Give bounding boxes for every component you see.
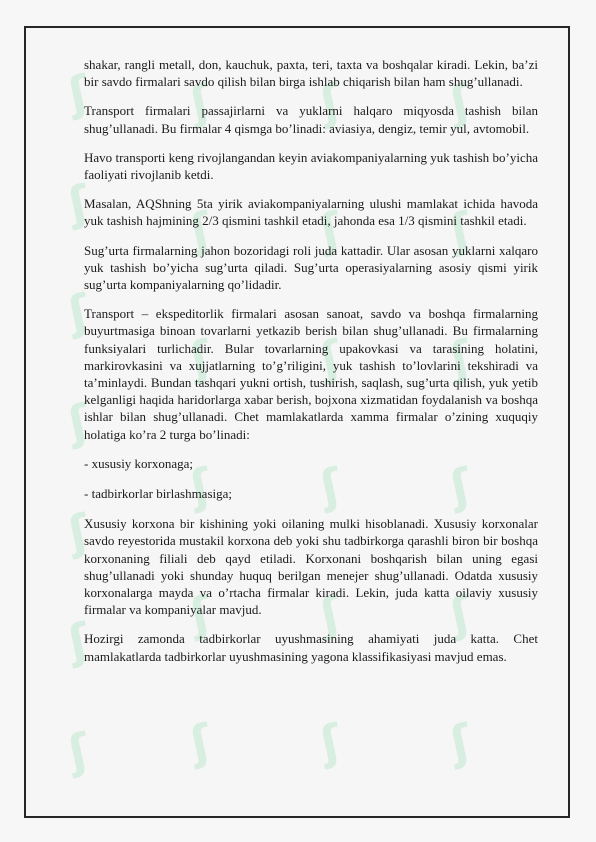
watermark-logo-icon: ʃ bbox=[64, 612, 94, 670]
paragraph: Hozirgi zamonda tadbirkorlar uyushmasining ahamiyati juda katta. Chet mamlakatlarda tadbirkorlar uyushmasining yagona klassifikasiyasi mavjud emas. bbox=[84, 631, 538, 664]
watermark-logo-icon: ʃ bbox=[446, 713, 476, 771]
watermark-logo-icon: ʃ bbox=[64, 503, 94, 561]
watermark-logo-icon: ʃ bbox=[316, 201, 346, 259]
watermark-logo-icon: ʃ bbox=[186, 585, 216, 643]
watermark-logo-icon: ʃ bbox=[316, 713, 346, 771]
watermark-logo-icon: ʃ bbox=[316, 585, 346, 643]
watermark-logo-icon: ʃ bbox=[64, 283, 94, 341]
watermark-logo-icon: ʃ bbox=[446, 585, 476, 643]
list-item: - xususiy korxonaga; bbox=[84, 455, 194, 471]
watermark-logo-icon: ʃ bbox=[446, 73, 476, 131]
paragraph: Sug’urta firmalarning jahon bozoridagi roli juda kattadir. Ular asosan yuklarni xalqaro yuk tashish bo’yicha sug’urta qiladi. Sug’urta operasiyalarning asosiy qismi yirik sug’urta kompaniyalarning qo’lidadir. bbox=[84, 242, 538, 293]
watermark-logo-icon: ʃ bbox=[64, 722, 94, 780]
watermark-logo-icon: ʃ bbox=[186, 201, 216, 259]
watermark-logo-icon: ʃ bbox=[446, 329, 476, 387]
watermark-logo-icon: ʃ bbox=[186, 457, 216, 515]
paragraph: Havo transporti keng rivojlangandan keyin aviakompaniyalarning yuk tashish bo’yicha faoliyati rivojlanib ketdi. bbox=[84, 149, 538, 183]
watermark-logo-icon: ʃ bbox=[186, 73, 216, 131]
paragraph: Xususiy korxona bir kishining yoki oilaning mulki hisoblanadi. Xususiy korxonalar savdo reyestorida mustakil korxona deb yoki shu tadbirkorga qarashli biron bir boshqa korxonaning filiali deb qayd etiladi. Korxonani boshqarish bilan uning egasi shug’ullanadi yoki shunday huquq berilgan menejer shug’ullanadi. Odatda xususiy korxonalarga mayda va o’rtacha firmalar kiradi. Lekin, juda katta oilaviy xususiy firmalar va kompaniyalar mavjud. bbox=[84, 516, 538, 618]
watermark-logo-icon: ʃ bbox=[316, 457, 346, 515]
list-item: - tadbirkorlar birlashmasiga; bbox=[84, 486, 233, 502]
watermark-logo-icon: ʃ bbox=[186, 713, 216, 771]
document-page bbox=[24, 26, 570, 818]
watermark-logo-icon: ʃ bbox=[64, 393, 94, 451]
paragraph: Transport firmalari passajirlarni va yuklarni halqaro miqyosda tashish bilan shug’ullanadi. Bu firmalar 4 qismga bo’linadi: aviasiya, dengiz, temir yul, avtomobil. bbox=[84, 103, 538, 136]
document-body bbox=[26, 28, 568, 670]
paragraph: Masalan, AQShning 5ta yirik aviakompaniyalarning ulushi mamlakat ichida havoda yuk tashish hajmining 2/3 qismini tashkil etadi, jahonda esa 1/3 qismini tashkil etadi. bbox=[84, 196, 538, 229]
watermark-logo-icon: ʃ bbox=[186, 329, 216, 387]
paragraph: shakar, rangli metall, don, kauchuk, paxta, teri, taxta va boshqalar kiradi. Lekin, ba’zi bir savdo firmalari savdo qilish bilan birga ishlab chiqarish bilan ham shug’ullanadi. bbox=[84, 57, 538, 90]
watermark-logo-icon: ʃ bbox=[316, 73, 346, 131]
watermark-logo-icon: ʃ bbox=[446, 201, 476, 259]
paragraph: Transport – ekspeditorlik firmalari asosan sanoat, savdo va boshqa firmalarning buyurtmasiga binoan tovarlarni yetkazib berish bilan shug’ullanadi. Bu firmalarning funksiyalari turlichadir. Bular tovarlarning upakovkasi va tarasining holatini, markirovkasini va xujjatlarning to’g’riligini, yuk tashish to’lovlarini tekshiradi va ta’minlaydi. Bundan tashqari yukni ortish, tushirish, saqlash, sug’urta qilish, yuk yetib kelganligi haqida haridorlarga xabar berish, bojxona xizmatidan foydalanish va boshqa ishlar bilan shug’ullanadi. Chet mamlakatlarda xamma firmalar o’zining xuquqiy holatiga ko’ra 2 turga bo’linadi: bbox=[84, 306, 538, 442]
watermark-logo-icon: ʃ bbox=[446, 457, 476, 515]
watermark-logo-icon: ʃ bbox=[316, 329, 346, 387]
watermark-logo-icon: ʃ bbox=[64, 64, 94, 122]
watermark-logo-icon: ʃ bbox=[64, 174, 94, 231]
